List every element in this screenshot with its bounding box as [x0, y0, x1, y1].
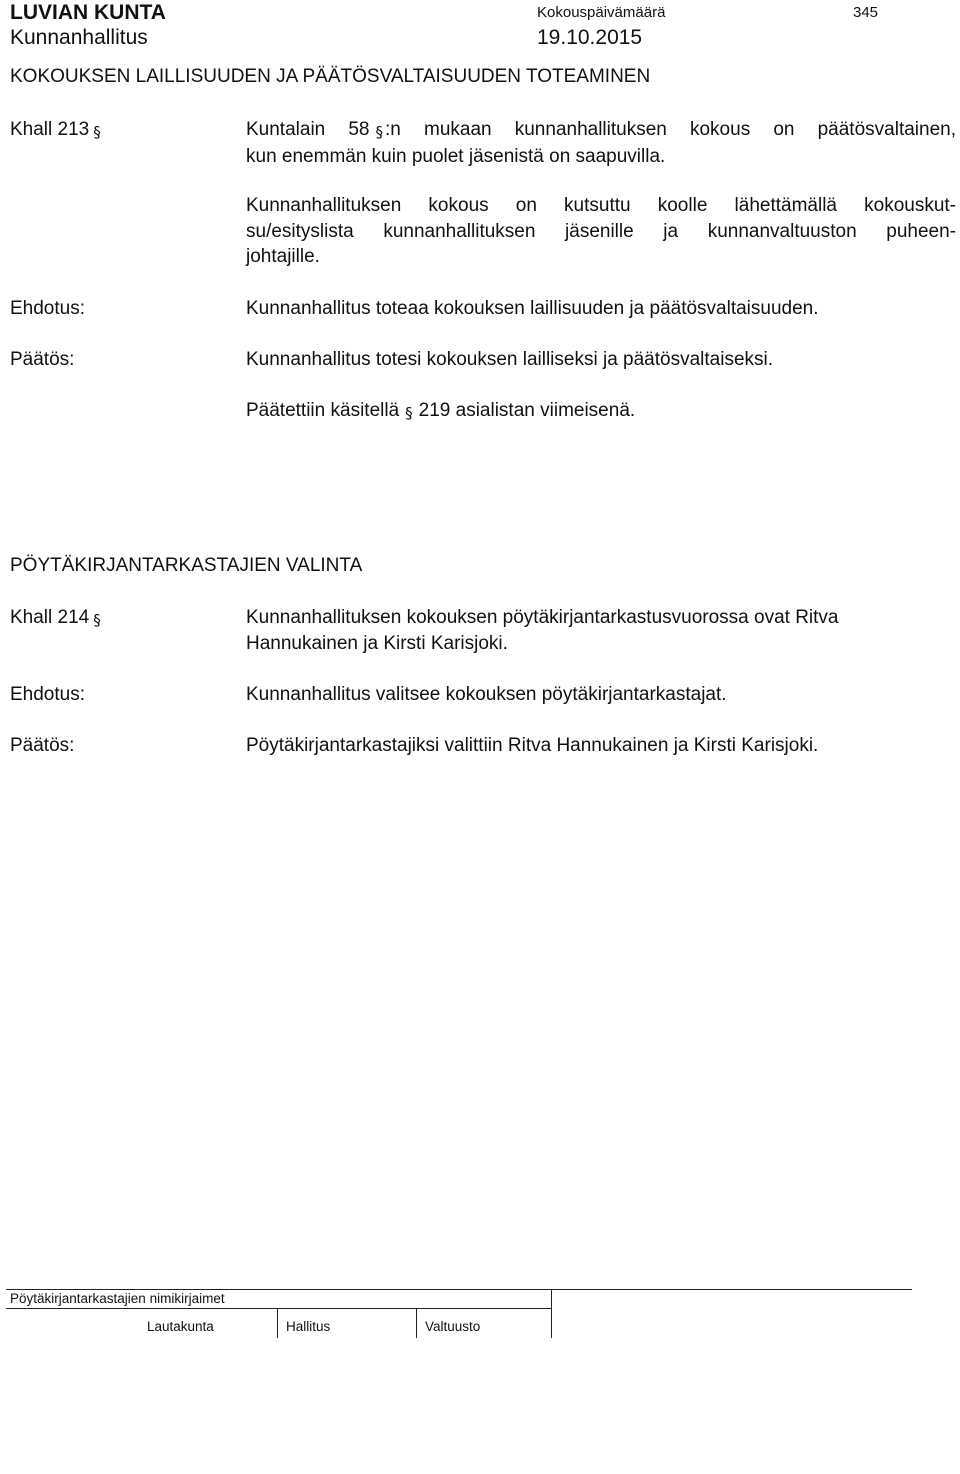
decision-label: Päätös:: [10, 349, 75, 370]
signature-column-board: Lautakunta: [147, 1319, 214, 1334]
signature-column-council: Valtuusto: [425, 1319, 481, 1334]
paragraph-line: Kunnanhallituksen kokous on kutsuttu koolle lähettämällä kokouskut-: [246, 195, 956, 216]
footer-divider: [277, 1309, 278, 1338]
signature-column-government: Hallitus: [286, 1319, 331, 1334]
decision-text: Kunnanhallitus totesi kokouksen lailliseksi ja päätösvaltaiseksi.: [246, 349, 774, 370]
page-number: 345: [853, 4, 879, 21]
paragraph-line: [246, 117, 956, 144]
meeting-date: 19.10.2015: [537, 26, 643, 49]
paragraph-line: kun enemmän kuin puolet jäsenistä on saapuvilla.: [246, 145, 666, 167]
decision-note: [246, 398, 635, 424]
paragraph: [246, 117, 956, 169]
paragraph-line: su/esityslista kunnanhallituksen jäsenille ja kunnanvaltuuston puheen-: [246, 220, 956, 242]
governing-body: Kunnanhallitus: [10, 26, 148, 49]
decision-note-text: 219 asialistan viimeisenä.: [418, 400, 636, 421]
decision-note-text: Päätettiin käsitellä: [246, 400, 400, 421]
paragraph: [246, 605, 956, 656]
paragraph-line: Kunnanhallituksen kokouksen pöytäkirjantarkastusvuorossa ovat Ritva: [246, 607, 839, 628]
section-sign-icon: §: [375, 123, 384, 141]
proposal-text: Kunnanhallitus toteaa kokouksen laillisuuden ja päätösvaltaisuuden.: [246, 298, 819, 319]
section-title: PÖYTÄKIRJANTARKASTAJIEN VALINTA: [10, 555, 363, 576]
paragraph-line: Hannukainen ja Kirsti Karisjoki.: [246, 632, 508, 654]
footer-divider: [6, 1308, 551, 1309]
paragraph: [246, 193, 956, 270]
section-sign-icon: §: [93, 123, 101, 141]
decision-text: Pöytäkirjantarkastajiksi valittiin Ritva Hannukainen ja Kirsti Karisjoki.: [246, 735, 819, 756]
item-reference: [10, 117, 105, 143]
organization-name: LUVIAN KUNTA: [10, 1, 166, 24]
section-sign-icon: §: [93, 611, 101, 629]
paragraph-text: :n mukaan kunnanhallituksen kokous on päätösvaltainen,: [385, 119, 956, 140]
decision-label: Päätös:: [10, 735, 75, 756]
law-reference: Kuntalain 58: [246, 119, 370, 140]
meeting-date-label: Kokouspäivämäärä: [537, 4, 666, 21]
item-number: Khall 214: [10, 607, 90, 628]
section-sign-icon: §: [405, 404, 413, 422]
signatures-label: Pöytäkirjantarkastajien nimikirjaimet: [10, 1291, 225, 1306]
item-reference: [10, 605, 105, 631]
paragraph-line: johtajille.: [246, 246, 320, 267]
item-number: Khall 213: [10, 119, 90, 140]
section-title: KOKOUKSEN LAILLISUUDEN JA PÄÄTÖSVALTAISUUDEN TOTEAMINEN: [10, 66, 651, 87]
proposal-text: Kunnanhallitus valitsee kokouksen pöytäkirjantarkastajat.: [246, 684, 727, 705]
proposal-label: Ehdotus:: [10, 298, 85, 319]
footer-divider: [551, 1290, 552, 1338]
footer-divider: [416, 1309, 417, 1338]
proposal-label: Ehdotus:: [10, 684, 85, 705]
